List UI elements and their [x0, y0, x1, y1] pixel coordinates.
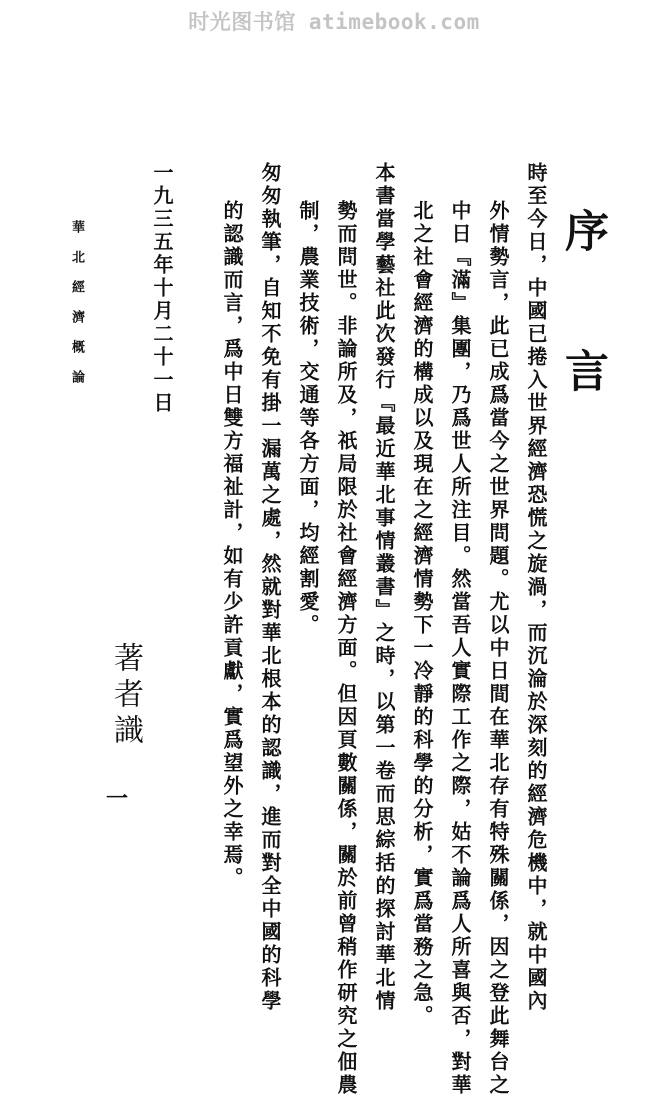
- preface-column-1: 時至今日，中國已捲入世界經濟恐慌之旋渦，而沉淪於深刻的經濟危機中，就中國內: [524, 162, 548, 1013]
- page-number: 一: [106, 786, 129, 812]
- preface-column-4: 北之社會經濟的構成以及現在之經濟情勢下一冷靜的科學的分析，實爲當務之急。: [410, 200, 434, 1028]
- preface-column-9: 的認識而言，爲中日雙方福祉計，如有少許貢獻，實爲望外之幸焉。: [220, 200, 244, 890]
- preface-column-8: 匆匆執筆，自知不免有掛一漏萬之處，然就對華北根本的認識，進而對全中國的科學: [258, 162, 282, 1013]
- watermark-text: 时光图书馆 atimebook.com: [188, 10, 480, 34]
- preface-column-6: 勢而問世。非論所及，祇局限於社會經濟方面。但因頁數關係，關於前曾稍作研究之佃農: [334, 200, 358, 1097]
- preface-column-2: 外情勢言，此已成爲當今之世界問題。尤以中日間在華北存有特殊關係，因之登此舞台之: [486, 200, 510, 1097]
- page-title: 序 言: [557, 208, 608, 418]
- author-signature: 著者識: [108, 642, 143, 750]
- preface-column-7: 制，農業技術，交通等各方面，均經割愛。: [296, 200, 320, 637]
- preface-column-3: 中日『滿』集團，乃爲世人所注目。然當吾人實際工作之際，姑不論爲人所喜與否，對華: [448, 200, 472, 1097]
- preface-column-5: 本書當學藝社此次發行『最近華北事情叢書』之時，以第一卷而思綜括的探討華北情: [372, 162, 396, 1013]
- running-book-title: 華北經濟概論: [69, 220, 84, 400]
- preface-date: 一九三五年十月二十一日: [150, 162, 174, 415]
